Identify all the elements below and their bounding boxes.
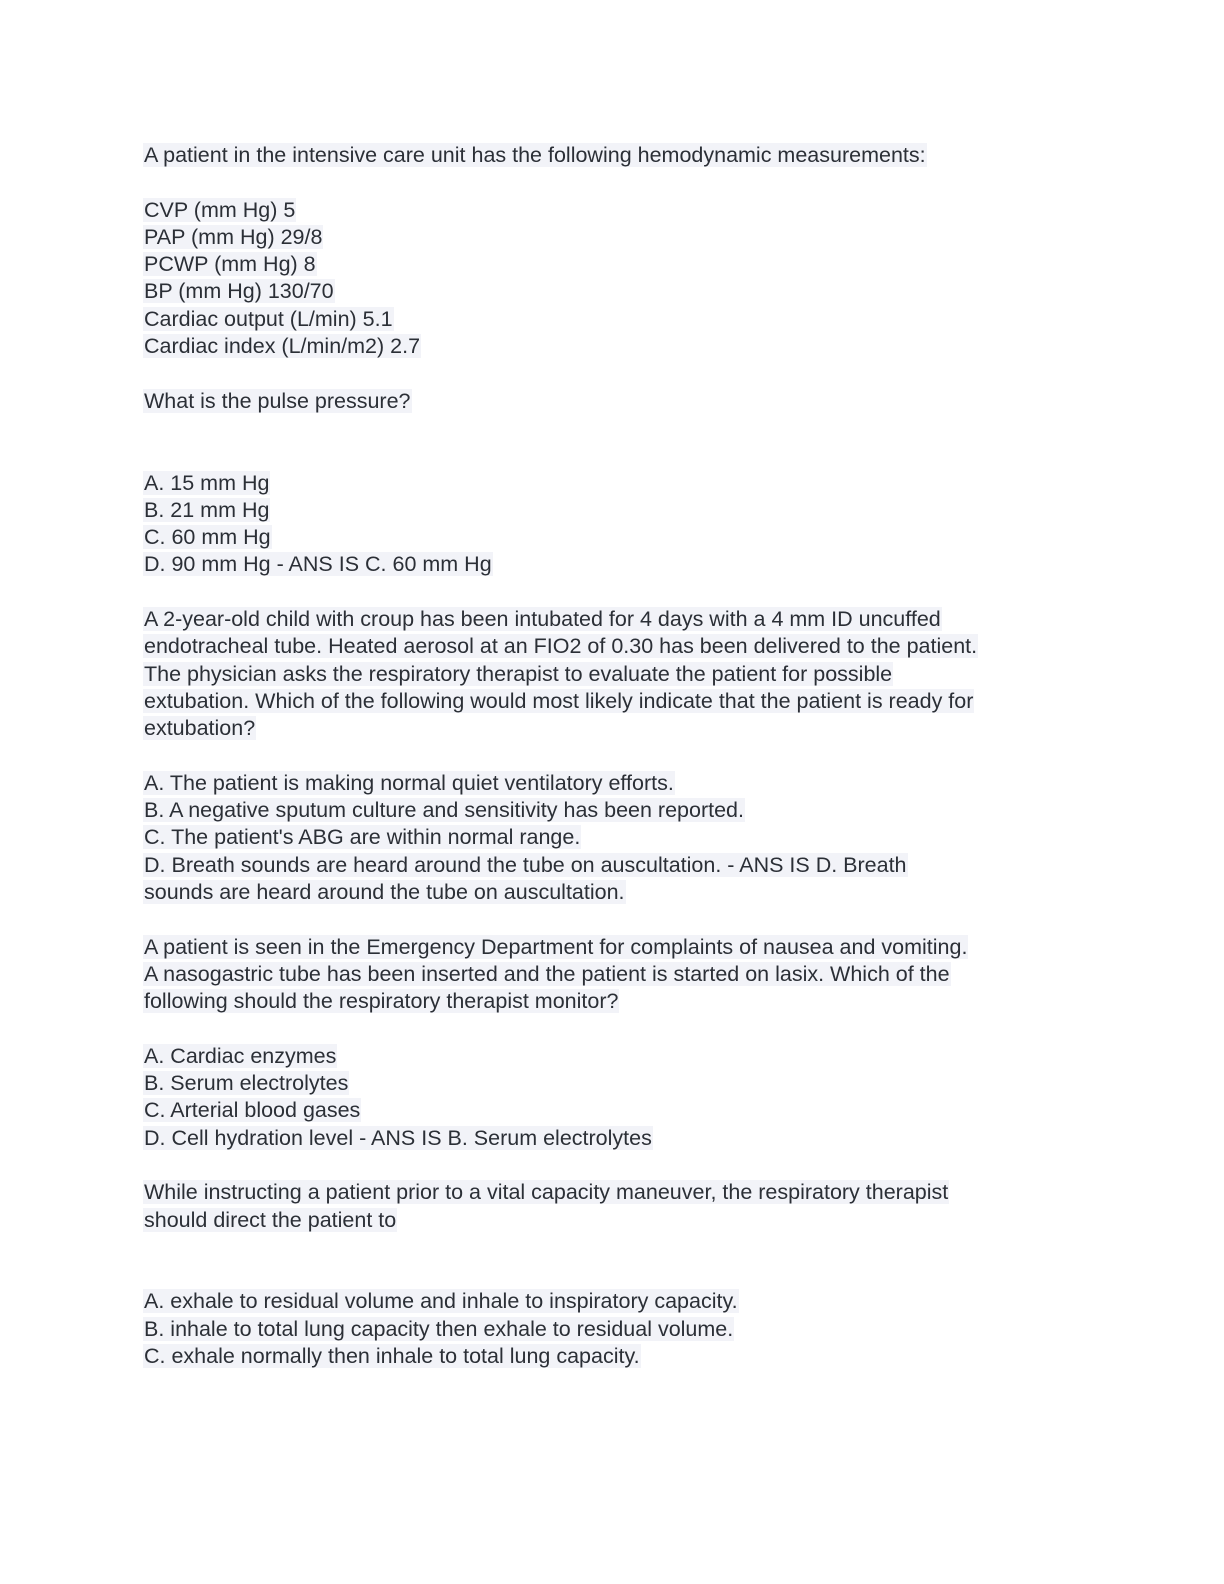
question-stem-line: following should the respiratory therapist monitor? bbox=[144, 989, 619, 1014]
answer-option: C. The patient's ABG are within normal range. bbox=[144, 825, 581, 850]
answer-options bbox=[143, 1288, 1103, 1370]
answer-option: D. Cell hydration level - ANS IS B. Serum electrolytes bbox=[144, 1125, 652, 1150]
question-3 bbox=[143, 934, 1103, 1152]
answer-option: B. A negative sputum culture and sensitivity has been reported. bbox=[144, 798, 744, 823]
question-stem-line: extubation. Which of the following would most likely indicate that the patient is ready for bbox=[144, 688, 974, 713]
measurement-item: Cardiac output (L/min) 5.1 bbox=[144, 306, 393, 331]
measurement-item: Cardiac index (L/min/m2) 2.7 bbox=[144, 334, 421, 359]
question-prompt: What is the pulse pressure? bbox=[144, 388, 411, 413]
answer-option: A. 15 mm Hg bbox=[144, 470, 270, 495]
measurement-item: PCWP (mm Hg) 8 bbox=[144, 252, 316, 277]
question-stem-line: A nasogastric tube has been inserted and the patient is started on lasix. Which of the bbox=[144, 961, 950, 986]
answer-options bbox=[143, 1043, 1103, 1152]
question-stem-line: A patient is seen in the Emergency Department for complaints of nausea and vomiting. bbox=[144, 934, 968, 959]
question-stem-line: endotracheal tube. Heated aerosol at an FIO2 of 0.30 has been delivered to the patient. bbox=[144, 634, 978, 659]
answer-option: C. 60 mm Hg bbox=[144, 525, 271, 550]
question-stem-line: The physician asks the respiratory therapist to evaluate the patient for possible bbox=[144, 661, 893, 686]
answer-option: B. 21 mm Hg bbox=[144, 497, 270, 522]
question-stem-line: While instructing a patient prior to a vital capacity maneuver, the respiratory therapist bbox=[144, 1180, 949, 1205]
document-content bbox=[143, 142, 1103, 1370]
question-2 bbox=[143, 606, 1103, 906]
answer-option: D. 90 mm Hg - ANS IS C. 60 mm Hg bbox=[144, 552, 492, 577]
measurement-item: BP (mm Hg) 130/70 bbox=[144, 279, 334, 304]
question-stem-line: A patient in the intensive care unit has the following hemodynamic measurements: bbox=[144, 143, 926, 167]
question-stem-line: extubation? bbox=[144, 716, 256, 741]
answer-option: C. exhale normally then inhale to total lung capacity. bbox=[144, 1344, 640, 1369]
question-stem-line: A 2-year-old child with croup has been intubated for 4 days with a 4 mm ID uncuffed bbox=[144, 607, 941, 632]
answer-options bbox=[143, 470, 1103, 579]
question-4 bbox=[143, 1179, 1103, 1370]
measurements-list bbox=[143, 197, 1103, 361]
answer-option: C. Arterial blood gases bbox=[144, 1098, 361, 1123]
answer-option: B. inhale to total lung capacity then exhale to residual volume. bbox=[144, 1316, 734, 1341]
answer-option: A. exhale to residual volume and inhale to inspiratory capacity. bbox=[144, 1289, 738, 1314]
answer-option: B. Serum electrolytes bbox=[144, 1071, 349, 1096]
answer-option: A. Cardiac enzymes bbox=[144, 1043, 337, 1068]
answer-option: sounds are heard around the tube on auscultation. bbox=[144, 880, 625, 905]
measurement-item: CVP (mm Hg) 5 bbox=[144, 197, 296, 222]
measurement-item: PAP (mm Hg) 29/8 bbox=[144, 224, 323, 249]
question-1 bbox=[143, 142, 1103, 579]
answer-option: D. Breath sounds are heard around the tube on auscultation. - ANS IS D. Breath bbox=[144, 852, 907, 877]
question-stem-line: should direct the patient to bbox=[144, 1207, 397, 1232]
answer-option: A. The patient is making normal quiet ventilatory efforts. bbox=[144, 770, 674, 795]
answer-options bbox=[143, 770, 1103, 906]
